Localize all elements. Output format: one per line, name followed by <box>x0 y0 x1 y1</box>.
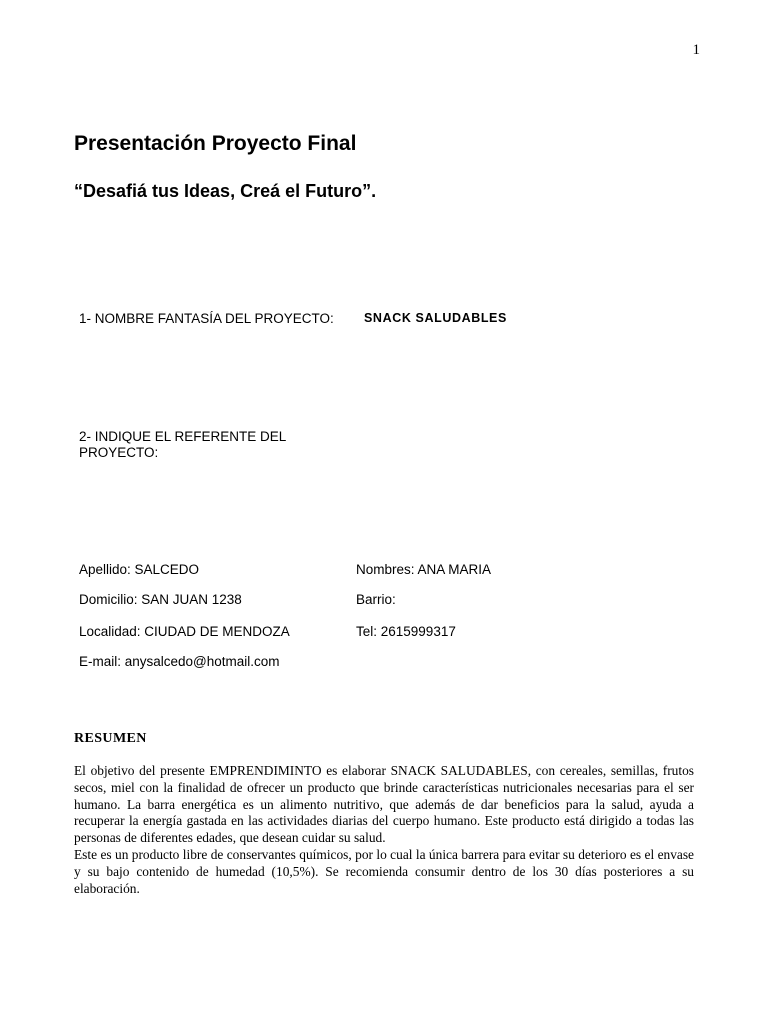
nombres-field: Nombres: ANA MARIA <box>356 562 492 577</box>
summary-heading: RESUMEN <box>74 731 147 746</box>
referent-label: 2- INDIQUE EL REFERENTE DEL PROYECTO: <box>79 429 286 460</box>
barrio-field: Barrio: <box>356 592 396 607</box>
document-subtitle: “Desafiá tus Ideas, Creá el Futuro”. <box>74 181 377 201</box>
summary-paragraph-1: El objetivo del presente EMPRENDIMINTO es elaborar SNACK SALUDABLES, con cereales, semillas, frutos secos, miel con la finalidad de ofrecer un producto que brinde características nutricionales necesarias para el ser humano. La barra energética es un alimento nutritivo, que además de dar beneficios para la salud, ayuda a recuperar la energía gastada en las actividades diarias del cuerpo humano. Este producto está dirigido a todas las personas de diferentes edades, que desean cuidar su salud. <box>74 763 694 846</box>
localidad-field: Localidad: CIUDAD DE MENDOZA <box>79 624 290 639</box>
summary-paragraph-2: Este es un producto libre de conservantes químicos, por lo cual la única barrera para evitar su deterioro es el envase y su bajo contenido de humedad (10,5%). Se recomienda consumir dentro de los 30 días posteriores a su elaboración. <box>74 846 694 896</box>
apellido-field: Apellido: SALCEDO <box>79 562 200 577</box>
domicilio-field: Domicilio: SAN JUAN 1238 <box>79 592 242 607</box>
project-name-label: 1- NOMBRE FANTASÍA DEL PROYECTO: <box>79 311 334 326</box>
tel-field: Tel: 2615999317 <box>356 624 456 639</box>
project-name-value: SNACK SALUDABLES <box>364 311 507 325</box>
document-title: Presentación Proyecto Final <box>74 132 357 155</box>
email-field: E-mail: anysalcedo@hotmail.com <box>79 654 280 669</box>
summary-body <box>74 763 694 897</box>
page-number: 1 <box>692 42 700 58</box>
